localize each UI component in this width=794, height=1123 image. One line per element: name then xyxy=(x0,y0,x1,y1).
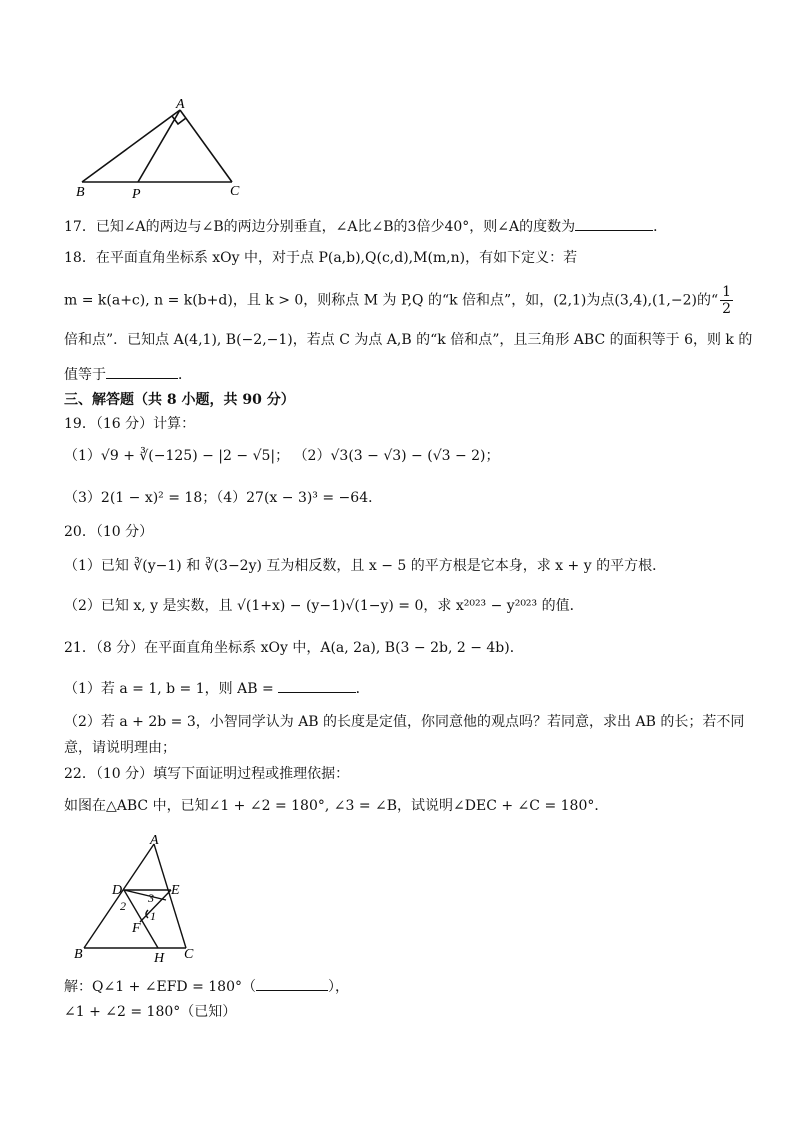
q19-p1-label: （1） xyxy=(64,448,101,464)
q21-p1-tail: ． xyxy=(355,681,370,697)
question-17 xyxy=(64,216,667,237)
fig2-label-H: H xyxy=(154,951,165,964)
q17-tail: ． xyxy=(653,219,668,235)
q19-p2-label: （2） xyxy=(293,448,331,464)
fig2-label-E: E xyxy=(171,883,180,898)
fraction-numerator: 1 xyxy=(722,284,732,300)
question-22-statement: 如图在△ABC 中，已知∠1 + ∠2 = 180°, ∠3 = ∠B，试说明∠DEC + ∠C = 180°． xyxy=(64,798,609,814)
q18-line2-text: m = k(a+c), n = k(b+d)，且 k > 0，则称点 M 为 P,Q 的“k 倍和点”，如，(2,1)为点(3,4),(1,−2)的“ xyxy=(64,292,719,309)
question-20-part-1: （1）已知 ∛(y−1) 和 ∛(3−2y) 互为相反数，且 x − 5 的平方根是它本身，求 x + y 的平方根． xyxy=(64,558,667,574)
question-21-part-1 xyxy=(64,678,370,699)
question-20-head: 20．（10 分） xyxy=(64,524,154,540)
q22-solution-line1 xyxy=(64,976,349,997)
q21-answer-blank[interactable] xyxy=(278,678,356,693)
label-P: P xyxy=(132,187,141,202)
label-C: C xyxy=(230,184,240,199)
q18-line4-text: 值等于 xyxy=(64,367,106,383)
question-18-line3: 倍和点”．已知点 A(4,1), B(−2,−1)，若点 C 为点 A,B 的“k 倍和点”，且三角形 ABC 的面积等于 6，则 k 的 xyxy=(64,332,753,348)
q22-sol1-text: 解：Q∠1 + ∠EFD = 180°（ xyxy=(64,979,256,995)
fig2-angle-2: 2 xyxy=(120,899,126,913)
question-18-line2 xyxy=(64,284,733,317)
fraction-denominator: 2 xyxy=(722,301,732,317)
figure-triangle-abp xyxy=(62,92,262,202)
fig2-angle-3: 3 xyxy=(148,891,154,905)
q18-tail: ． xyxy=(178,367,192,383)
question-22-head: 22．（10 分）填写下面证明过程或推理依据： xyxy=(64,766,350,782)
label-B: B xyxy=(76,185,85,200)
question-21-part-2b: 意，请说明理由； xyxy=(64,740,176,756)
q19-p1-expr: √9 + ∛(−125) − |2 − √5|； xyxy=(100,448,290,464)
label-A: A xyxy=(176,97,185,112)
fig2-label-B: B xyxy=(74,947,83,962)
question-18-line4 xyxy=(64,364,192,385)
fig2-label-D: D xyxy=(112,883,123,898)
question-20-part-2: （2）已知 x, y 是实数，且 √(1+x) − (y−1)√(1−y) = 0，求 x²⁰²³ − y²⁰²³ 的值． xyxy=(64,598,584,614)
q17-text: 17．已知∠A的两边与∠B的两边分别垂直，∠A比∠B的3倍少40°，则∠A的度数为 xyxy=(64,219,576,235)
fig2-label-A: A xyxy=(150,834,159,848)
q22-sol1-tail: ）， xyxy=(328,979,349,995)
question-19-parts-1-2 xyxy=(64,446,500,466)
question-19-parts-3-4: （3）2(1 − x)² = 18；（4）27(x − 3)³ = −64． xyxy=(64,490,383,506)
q22-reason-blank[interactable] xyxy=(256,976,328,991)
question-21-part-2a: （2）若 a + 2b = 3，小智同学认为 AB 的长度是定值，你同意他的观点吗？若同意，求出 AB 的长；若不同 xyxy=(64,714,745,730)
fig2-label-C: C xyxy=(184,947,194,962)
question-19-head: 19．（16 分）计算： xyxy=(64,416,196,432)
q21-p1-text: （1）若 a = 1, b = 1，则 AB = xyxy=(64,681,274,697)
fig2-label-F: F xyxy=(132,921,141,936)
q17-answer-blank[interactable] xyxy=(575,216,653,231)
question-18-line1: 18．在平面直角坐标系 xOy 中，对于点 P(a,b),Q(c,d),M(m,n)，有如下定义：若 xyxy=(64,250,578,266)
section-3-title: 三、解答题（共 8 小题，共 90 分） xyxy=(64,392,295,408)
fraction-half xyxy=(720,284,733,317)
fig2-angle-1: 1 xyxy=(150,909,156,923)
figure-triangle-abc-def xyxy=(70,834,210,964)
question-21-head: 21．（8 分）在平面直角坐标系 xOy 中，A(a, 2a), B(3 − 2b, 2 − 4b)． xyxy=(64,640,524,656)
q18-answer-blank[interactable] xyxy=(106,364,178,379)
q19-p2-expr: √3(3 − √3) − (√3 − 2)； xyxy=(330,448,500,464)
q22-solution-line2: ∠1 + ∠2 = 180°（已知） xyxy=(64,1004,237,1020)
